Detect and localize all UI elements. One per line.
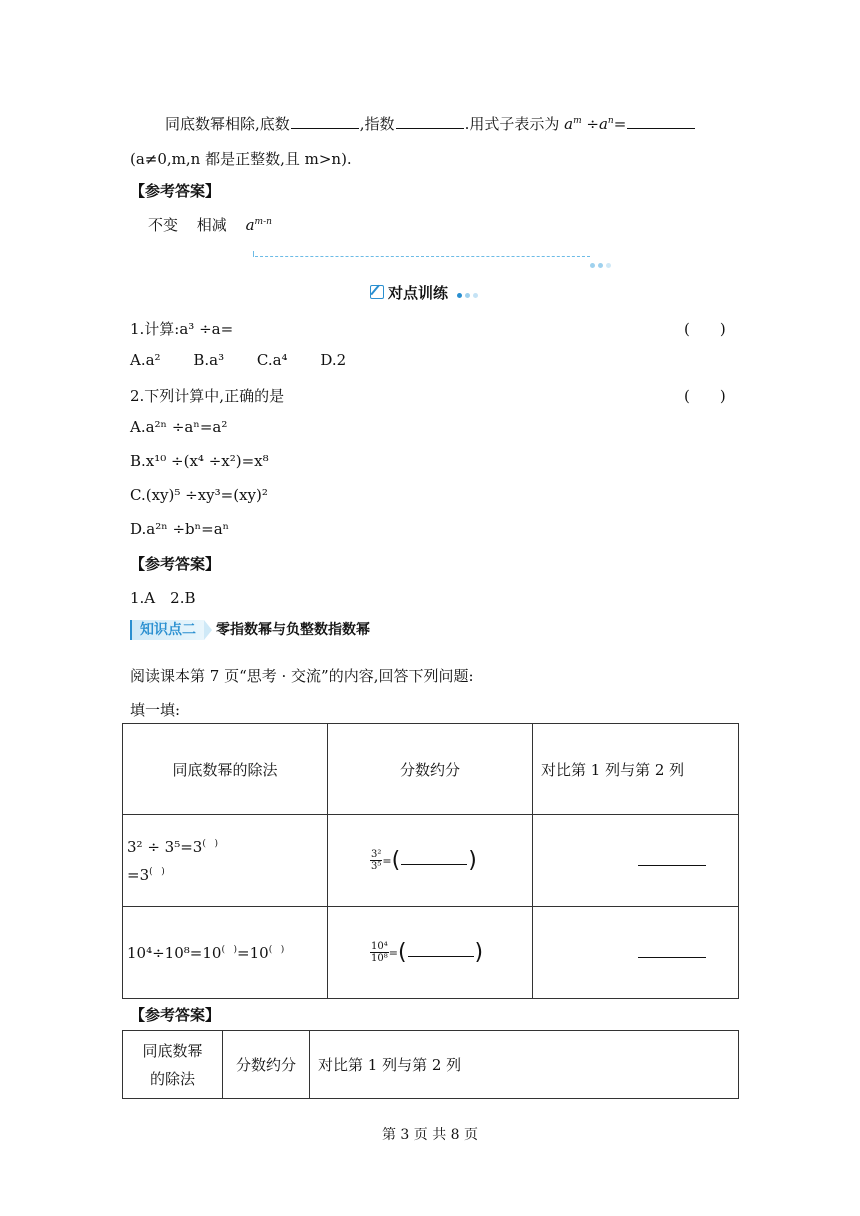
row2-frac-num: 10⁴ (371, 941, 388, 952)
expr-a: a (564, 115, 574, 133)
row1-frac-den: 3⁵ (371, 861, 382, 872)
edit-icon (370, 285, 384, 299)
page-footer: 第 3 页 共 8 页 (381, 1127, 479, 1143)
row2-fraction (370, 941, 389, 964)
answer-table (122, 1030, 739, 1099)
ref-answer-label-1: 【参考答案】 (130, 182, 221, 200)
q1-answer-paren[interactable]: ( ) (684, 320, 726, 338)
blank-base[interactable] (291, 114, 359, 129)
ref-answer-label-2: 【参考答案】 (130, 555, 221, 573)
blank-exponent[interactable] (396, 114, 464, 129)
row2-cell-3 (533, 907, 739, 999)
rule-text-1: 同底数幂相除,底数 (165, 115, 290, 133)
row2-cell-1: 10⁴÷10⁸=10( )=10( ) (123, 907, 328, 999)
row1-fraction (370, 849, 382, 872)
row1-cell-1: 3² ÷ 3⁵=3( ) =3( ) (123, 815, 328, 907)
row2-cell-2: $\frac{\text{10⁴}}{\text{10⁸}}=$( ) (328, 907, 533, 999)
knowledge-point-header (130, 620, 370, 640)
q1-option-a[interactable]: A.a² (130, 351, 161, 369)
answer-header-1b: 的除法 (149, 1069, 195, 1088)
expr-exp-m: m (573, 116, 582, 126)
expr-a2: a (598, 115, 608, 133)
q2-option-d[interactable]: D.a²ⁿ ÷bⁿ=aⁿ (130, 520, 230, 538)
answer-header-1a: 同底数幂 (142, 1041, 203, 1060)
rule-text-3: .用式子表示为 (464, 115, 560, 133)
answer-table-header-row (123, 1031, 739, 1099)
row1-line2: =3 (127, 865, 150, 884)
row2-frac-blank[interactable] (408, 942, 474, 957)
knowledge-tag: 知识点二 (130, 620, 204, 640)
row2-compare-blank[interactable] (638, 943, 706, 958)
fill-table (122, 723, 739, 999)
answer-header-3: 对比第 1 列与第 2 列 (310, 1031, 739, 1099)
section-divider (255, 256, 590, 257)
row2-frac-den: 10⁸ (371, 953, 388, 964)
row1-frac-num: 3² (371, 849, 382, 860)
header-cell-1: 同底数幂的除法 (123, 724, 328, 815)
fill-label: 填一填: (130, 701, 181, 719)
q2-answer-paren[interactable]: ( ) (684, 387, 726, 405)
q1-option-c[interactable]: C.a⁴ (256, 351, 288, 369)
table-row (123, 815, 739, 907)
row1-cell-3 (533, 815, 739, 907)
q1-option-b[interactable]: B.a³ (193, 351, 225, 369)
divider-dots (590, 254, 614, 272)
header-cell-2: 分数约分 (328, 724, 533, 815)
expr-eq: = (613, 115, 627, 133)
rule-text-2: ,指数 (359, 115, 395, 133)
table-row (123, 907, 739, 999)
header-cell-3: 对比第 1 列与第 2 列 (533, 724, 739, 815)
answer-header-1 (123, 1031, 223, 1099)
q1-option-d[interactable]: D.2 (320, 351, 347, 369)
expr-div: ÷ (581, 115, 599, 133)
q2-option-a[interactable]: A.a²ⁿ ÷aⁿ=a² (130, 418, 228, 436)
row2-expr: 10⁴÷10⁸=10 (127, 943, 222, 962)
answer1 (148, 214, 272, 235)
expr-exp-n: n (607, 116, 614, 126)
answer1-a: 不变 (148, 216, 179, 234)
rule-line (165, 113, 696, 134)
row1-line1: 3² ÷ 3⁵=3 (127, 837, 203, 856)
answer2: 1.A 2.B (130, 589, 196, 607)
tag-arrow-icon (204, 620, 212, 640)
section-dots (457, 284, 481, 302)
section-title: 对点训练 (370, 282, 481, 303)
q2-option-b[interactable]: B.x¹⁰ ÷(x⁴ ÷x²)=x⁸ (130, 452, 269, 470)
answer-header-2: 分数约分 (223, 1031, 310, 1099)
ref-answer-label-3: 【参考答案】 (130, 1006, 221, 1024)
blank-formula[interactable] (627, 114, 695, 129)
answer1-c: a (245, 216, 255, 234)
answer1-c-exp: m-n (254, 217, 272, 227)
row2-mid: =10 (237, 943, 269, 962)
q1-stem: 1.计算:a³ ÷a= (130, 320, 234, 338)
answer1-b: 相减 (196, 216, 227, 234)
row1-frac-blank[interactable] (401, 850, 467, 865)
q2-stem: 2.下列计算中,正确的是 (130, 387, 285, 405)
rule-condition: (a≠0,m,n 都是正整数,且 m>n). (130, 150, 352, 168)
q2-option-c[interactable]: C.(xy)⁵ ÷xy³=(xy)² (130, 486, 268, 504)
row1-compare-blank[interactable] (638, 851, 706, 866)
q1-options (130, 351, 346, 369)
table-header-row (123, 724, 739, 815)
reading-instruction: 阅读课本第 7 页“思考 · 交流”的内容,回答下列问题: (130, 667, 474, 685)
knowledge-title: 零指数幂与负整数指数幂 (216, 622, 370, 638)
row1-cell-2: $\frac{\text{3²}}{\text{3⁵}}=$( ) (328, 815, 533, 907)
